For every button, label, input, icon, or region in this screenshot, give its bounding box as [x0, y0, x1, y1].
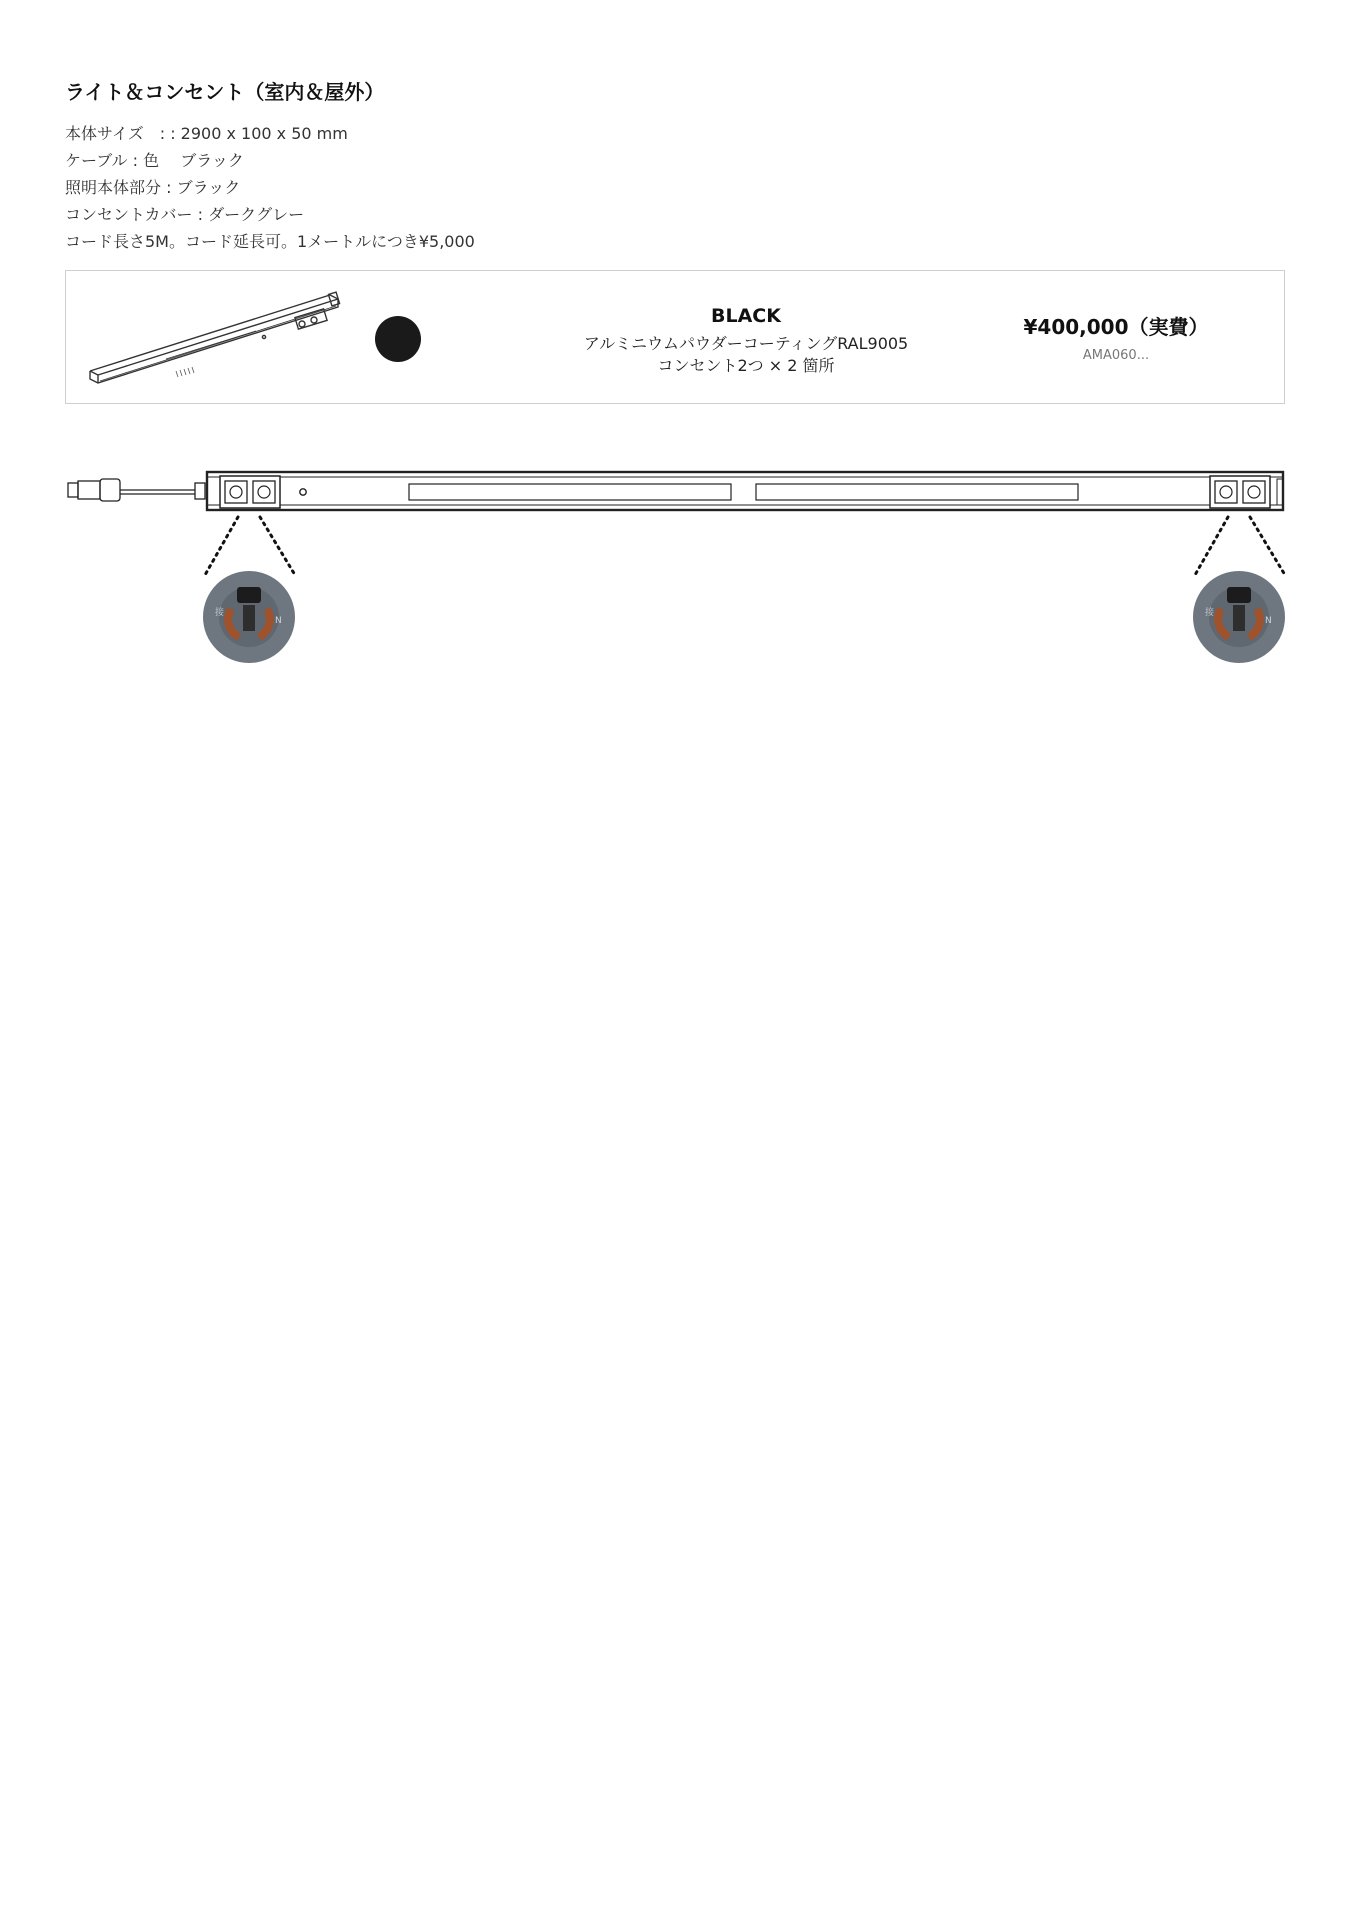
spec-cord: コード長さ5M。コード延長可。1メートルにつき¥5,000	[65, 232, 475, 251]
spec-body: 照明本体部分 : ブラック	[65, 178, 241, 197]
twist-lock-outlet-right-icon	[1193, 571, 1285, 663]
price-box	[966, 311, 1266, 363]
color-name: BLACK	[711, 305, 781, 327]
outlet-pair-right-icon	[1210, 476, 1270, 508]
price: ¥400,000（実費）	[1023, 315, 1209, 339]
spec-size: 本体サイズ : : 2900 x 100 x 50 mm	[65, 124, 348, 143]
light-bar-perspective-icon	[86, 285, 346, 395]
spec-cable: ケーブル : 色 ブラック	[65, 151, 244, 170]
page-title: ライト＆コンセント（室内＆屋外）	[65, 80, 385, 104]
outlet-pair-left-icon	[220, 476, 280, 508]
spec-outlet-cover: コンセントカバー : ダークグレー	[65, 205, 305, 224]
finish-description: アルミニウムパウダーコーティングRAL9005	[583, 334, 909, 353]
light-bar-body	[207, 472, 1283, 510]
outlet-description: コンセント2つ × 2 箇所	[657, 356, 835, 375]
twist-lock-outlet-left-icon	[203, 571, 295, 663]
product-code: AMA060...	[1082, 348, 1150, 363]
light-bar-front-diagram: 接 N	[60, 455, 1290, 675]
power-plug-icon	[68, 479, 205, 501]
variant-info	[506, 305, 986, 377]
product-card	[65, 270, 1285, 404]
color-swatch	[375, 316, 421, 362]
spec-list	[65, 120, 475, 255]
